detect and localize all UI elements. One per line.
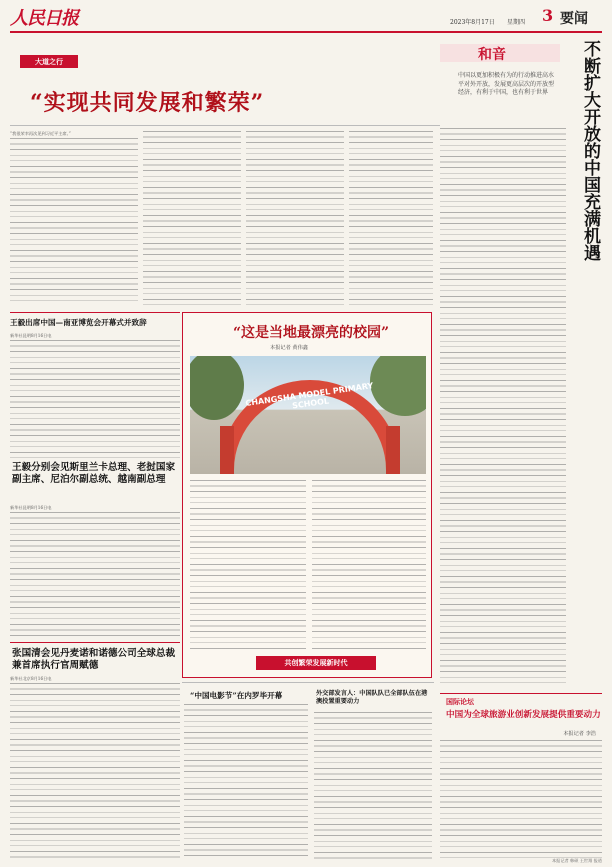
side-headline: 不断扩大开放的中国充满机遇 xyxy=(580,40,600,261)
badge-dadaozhixing: 大道之行 xyxy=(20,55,78,68)
bottom-rule xyxy=(182,682,434,683)
forum-title: 中国为全球旅游业创新发展提供重要动力 xyxy=(446,710,601,720)
lead-headline: “实现共同发展和繁荣” xyxy=(30,90,265,116)
feature-byline: 本报记者 黄伟鑫 xyxy=(270,345,308,351)
heyin-title: 和音 xyxy=(478,47,506,63)
article-wangyi-1-body xyxy=(10,340,180,458)
section-name: 要闻 xyxy=(560,11,588,27)
article-wangyi-1-lead: 新华社昆明8月16日电 xyxy=(10,333,52,338)
forum-body xyxy=(440,740,602,858)
film-festival-title: “中国电影节”在内罗毕开幕 xyxy=(190,691,283,700)
article-zhang-title: 张国清会见丹麦诺和诺德公司全球总裁兼首席执行官周赋德 xyxy=(12,648,176,671)
article-zhang-body xyxy=(10,683,180,861)
gate-pillar-left xyxy=(220,426,234,474)
film-festival-body xyxy=(184,704,308,861)
feature-body-col1 xyxy=(190,480,306,650)
article-wangyi-2-title: 王毅分别会见斯里兰卡总理、老挝国家副主席、尼泊尔副总统、越南副总理 xyxy=(12,462,176,485)
left-divider xyxy=(10,312,180,313)
forum-byline: 本报记者 李浩 xyxy=(563,731,596,737)
heyin-summary: 中国以更加积极有为的行动推进高水平对外开放，发展更高层次的开放型经济，有利于中国，也有利于世界 xyxy=(458,72,555,96)
lead-text: “我很荣幸再次见到习近平主席。” xyxy=(10,131,71,136)
footer-note: 本报记者 韩硕 王世翔 报道 xyxy=(551,858,602,863)
article-wangyi-2-lead: 新华社昆明8月16日电 xyxy=(10,505,52,510)
gate-pillar-right xyxy=(386,426,400,474)
feature-body-col2 xyxy=(312,480,426,650)
newspaper-logo: 人民日报 xyxy=(10,8,78,29)
foreign-ministry-title: 外交部发言人：中国队队已全部队伍在港澳投置重要动力 xyxy=(316,690,428,705)
date: 2023年8月17日 xyxy=(450,19,495,26)
tree-left xyxy=(190,356,244,420)
school-photo xyxy=(190,356,426,474)
lead-rule xyxy=(10,125,440,126)
masthead-rule xyxy=(10,31,602,33)
heyin-body xyxy=(440,128,566,688)
forum-badge: 国际论坛 xyxy=(446,697,474,706)
right-divider xyxy=(440,693,602,694)
article-wangyi-1-title: 王毅出席中国—南亚博览会开幕式并致辞 xyxy=(10,318,147,327)
weekday: 星期四 xyxy=(507,19,526,26)
left-divider-2 xyxy=(10,642,180,643)
school-gate-sign: CHANGSHA MODEL PRIMARY SCHOOL xyxy=(244,381,374,411)
page-number: 3 xyxy=(542,6,554,25)
article-zhang-lead: 新华社北京8月16日电 xyxy=(10,676,52,681)
foreign-ministry-body xyxy=(314,712,432,861)
lead-body-col1 xyxy=(10,138,138,305)
lead-body-col2 xyxy=(143,131,241,305)
feature-ribbon: 共创繁荣发展新时代 xyxy=(256,656,376,670)
article-wangyi-2-body xyxy=(10,512,180,638)
heyin-column-box xyxy=(440,40,560,122)
masthead xyxy=(10,4,602,30)
feature-headline: “这是当地最漂亮的校园” xyxy=(232,325,390,341)
lead-body-col4 xyxy=(349,131,433,305)
lead-body-col3 xyxy=(246,131,344,305)
